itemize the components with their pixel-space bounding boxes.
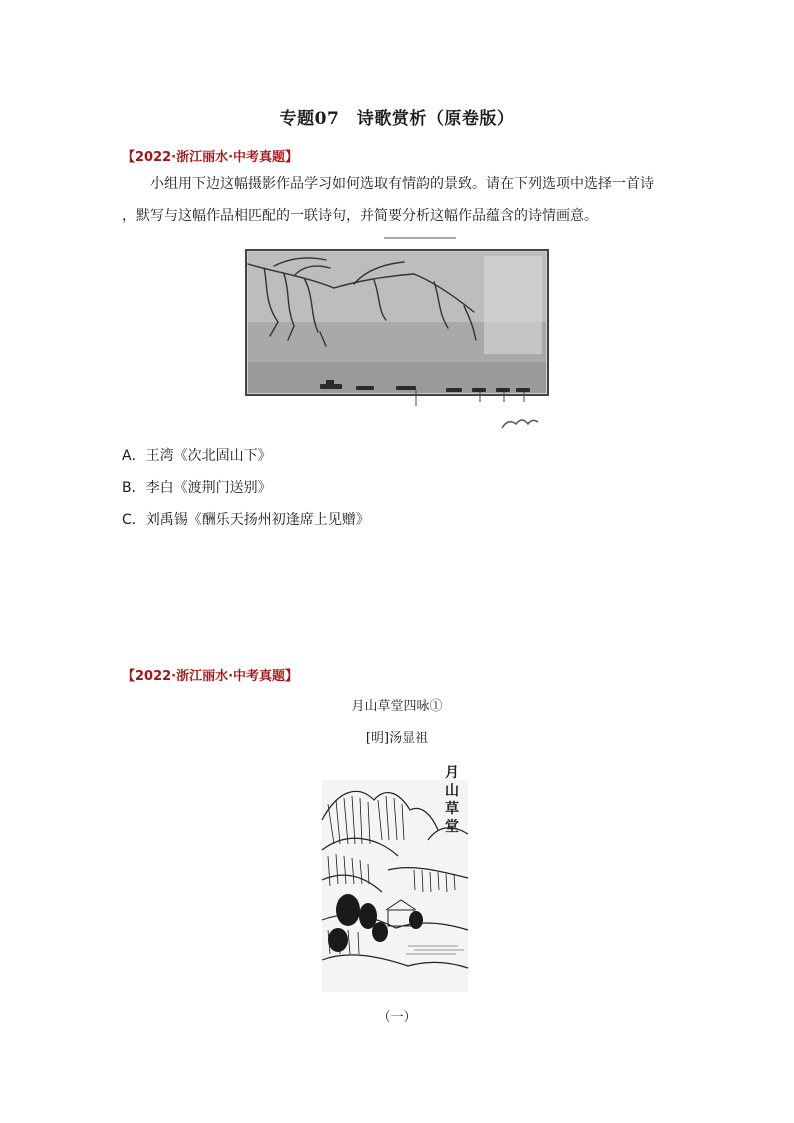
- prompt-line-2: ，默写与这幅作品相匹配的一联诗句，并简要分析这幅作品蕴含的诗情画意。: [122, 208, 598, 224]
- option-b: B．李白《渡荆门送别》: [122, 480, 272, 496]
- option-c: C．刘禹锡《酬乐天扬州初逢席上见赠》: [122, 512, 370, 528]
- question-source-tag-2: 【2022·浙江丽水·中考真题】: [122, 669, 299, 684]
- painting-vertical-label: 月山草堂: [445, 765, 459, 835]
- question-source-tag: 【2022·浙江丽水·中考真题】: [122, 150, 299, 165]
- prompt-line-1: 小组用下边这幅摄影作品学习如何选取有情韵的景致。请在下列选项中选择一首诗: [150, 176, 654, 192]
- painting-caption: （一）: [377, 1010, 417, 1025]
- option-a: A．王湾《次北固山下》: [122, 448, 272, 464]
- poem-title: 月山草堂四咏①: [351, 699, 443, 714]
- question-prompt: [122, 168, 678, 232]
- photo-branches-boats: [234, 236, 560, 438]
- poem-author: [明]汤显祖: [365, 731, 429, 746]
- page-title: 专题07 诗歌赏析（原卷版）: [279, 109, 515, 129]
